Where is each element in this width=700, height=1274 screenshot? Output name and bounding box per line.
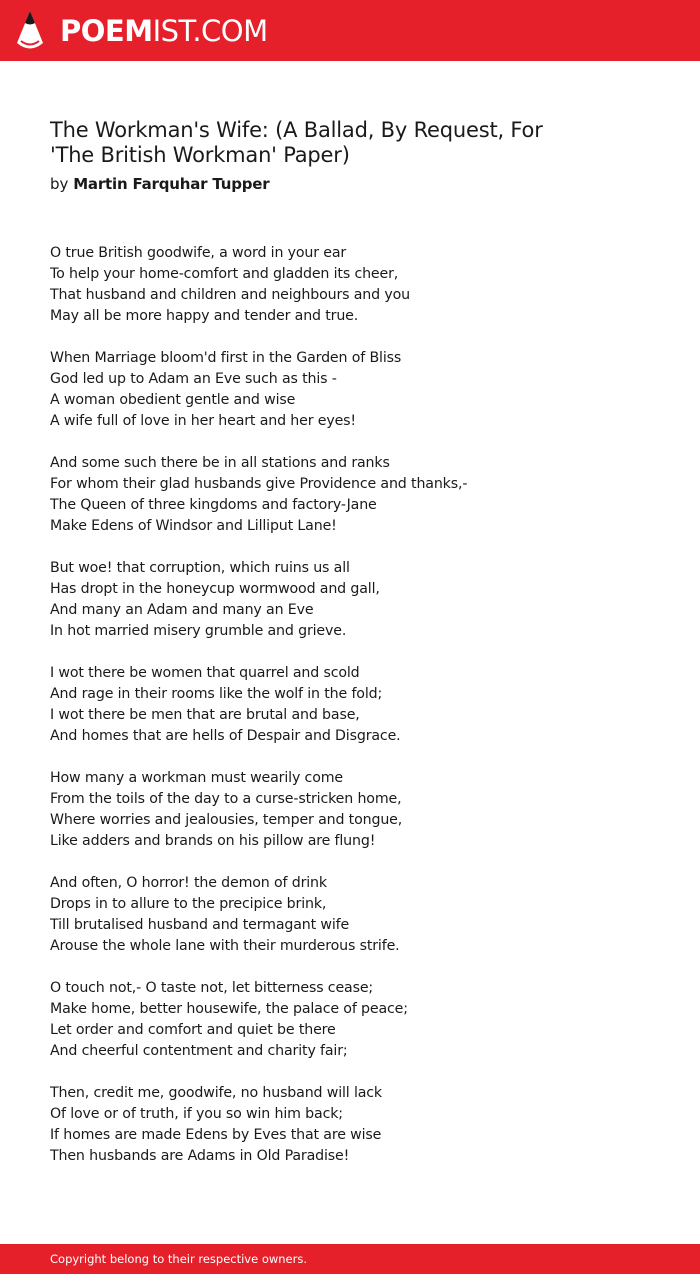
poem-line: Drops in to allure to the precipice brink, (50, 896, 327, 912)
site-header (0, 0, 700, 61)
poem-line: But woe! that corruption, which ruins us all (50, 560, 350, 576)
poem-line: A wife full of love in her heart and her eyes! (50, 413, 356, 429)
poem-line: Make home, better housewife, the palace of peace; (50, 1001, 408, 1017)
poem-line: Make Edens of Windsor and Lilliput Lane! (50, 518, 337, 534)
poem-line: Then husbands are Adams in Old Paradise! (50, 1148, 350, 1164)
site-logo-link[interactable] (16, 10, 268, 52)
poem-line: And cheerful contentment and charity fair; (50, 1043, 348, 1059)
poem-line: And often, O horror! the demon of drink (50, 875, 327, 891)
poem-line: A woman obedient gentle and wise (50, 392, 296, 408)
by-label: by (50, 175, 69, 193)
poem-line: That husband and children and neighbours and you (50, 287, 410, 303)
poem-stanza (50, 978, 650, 1062)
brand-name-bold: POEM (60, 13, 153, 48)
poem-line: When Marriage bloom'd first in the Garden of Bliss (50, 350, 402, 366)
poem-stanza (50, 348, 650, 432)
poem-line: I wot there be women that quarrel and scold (50, 665, 360, 681)
poem-stanza (50, 663, 650, 747)
poem-line: Where worries and jealousies, temper and tongue, (50, 812, 403, 828)
poem-title-line-1: The Workman's Wife: (A Ballad, By Request, For (50, 118, 543, 142)
poem-stanza (50, 1083, 650, 1167)
poem-line: And homes that are hells of Despair and Disgrace. (50, 728, 401, 744)
poem-stanza (50, 453, 650, 537)
poem-line: Of love or of truth, if you so win him back; (50, 1106, 343, 1122)
poem-line: In hot married misery grumble and grieve. (50, 623, 347, 639)
poem-title-line-2: 'The British Workman' Paper) (50, 143, 350, 167)
poem-line: If homes are made Edens by Eves that are wise (50, 1127, 382, 1143)
poem-line: God led up to Adam an Eve such as this - (50, 371, 337, 387)
poem-line: For whom their glad husbands give Providence and thanks,- (50, 476, 468, 492)
poem-line: Like adders and brands on his pillow are flung! (50, 833, 376, 849)
poem-line: I wot there be men that are brutal and base, (50, 707, 360, 723)
poem-line: O touch not,- O taste not, let bitterness cease; (50, 980, 374, 996)
poem-title (50, 118, 610, 168)
poem-line: And many an Adam and many an Eve (50, 602, 314, 618)
poem-line: Let order and comfort and quiet be there (50, 1022, 336, 1038)
poem-stanza (50, 873, 650, 957)
poem-line: O true British goodwife, a word in your ear (50, 245, 347, 261)
poem-stanza (50, 558, 650, 642)
byline (50, 173, 269, 195)
poem-stanza (50, 243, 650, 327)
poem-line: Arouse the whole lane with their murderous strife. (50, 938, 400, 954)
brand-name-light: IST.COM (152, 13, 268, 48)
copyright-text: Copyright belong to their respective owners. (50, 1252, 308, 1266)
poem-line: And rage in their rooms like the wolf in the fold; (50, 686, 383, 702)
poem-line: May all be more happy and tender and true. (50, 308, 359, 324)
poem-line: The Queen of three kingdoms and factory-Jane (50, 497, 377, 513)
author-name: Martin Farquhar Tupper (73, 175, 270, 193)
poem-line: Till brutalised husband and termagant wife (50, 917, 350, 933)
poem-line: How many a workman must wearily come (50, 770, 343, 786)
poem-line: Has dropt in the honeycup wormwood and gall, (50, 581, 380, 597)
poem-line: From the toils of the day to a curse-stricken home, (50, 791, 402, 807)
pencil-tip-icon (16, 10, 44, 52)
poem-line: To help your home-comfort and gladden its cheer, (50, 266, 399, 282)
site-footer (0, 1244, 700, 1274)
poem-line: And some such there be in all stations and ranks (50, 455, 390, 471)
poem-line: Then, credit me, goodwife, no husband will lack (50, 1085, 383, 1101)
poem-stanza (50, 768, 650, 852)
poem-body (50, 243, 650, 1188)
brand-name (60, 13, 268, 48)
